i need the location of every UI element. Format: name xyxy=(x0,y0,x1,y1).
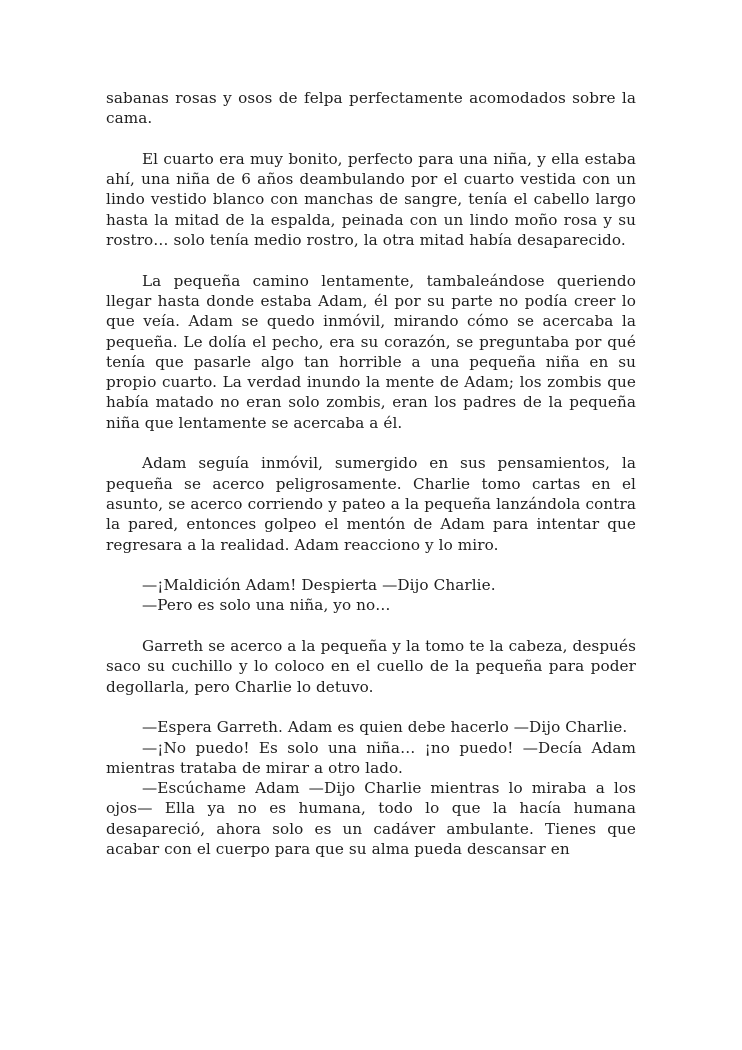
paragraph-4: Adam seguía inmóvil, sumergido en sus pensamientos, la pequeña se acerco peligrosamente. Charlie tomo cartas en el asunto, se acerco corriendo y pateo a la pequeña lanzándola contra la pared, entonces golpeo el mentón de Adam para intentar que regresara a la realidad. Adam reacciono y lo miro. xyxy=(106,454,636,554)
book-page xyxy=(106,88,636,859)
paragraph-5: Garreth se acerco a la pequeña y la tomo te la cabeza, después saco su cuchillo y lo coloco en el cuello de la pequeña para poder degollarla, pero Charlie lo detuvo. xyxy=(106,637,636,696)
dialogue-line: —Espera Garreth. Adam es quien debe hacerlo —Dijo Charlie. xyxy=(142,718,628,737)
dialogue-line: —¡Maldición Adam! Despierta —Dijo Charlie. xyxy=(142,576,496,595)
dialogue-block-2 xyxy=(106,717,636,859)
dialogue-line: —¡No puedo! Es solo una niña… ¡no puedo! —Decía Adam mientras trataba de mirar a otro lado. xyxy=(106,738,636,777)
dialogue-line: —Escúchame Adam —Dijo Charlie mientras lo miraba a los ojos— Ella ya no es humana, todo lo que la hacía humana desapareció, ahora solo es un cadáver ambulante. Tienes que acabar con el cuerpo para que su alma pueda descansar en xyxy=(106,779,636,858)
dialogue-line: —Pero es solo una niña, yo no… xyxy=(142,596,391,615)
dialogue-block-1 xyxy=(106,575,636,616)
paragraph-3: La pequeña camino lentamente, tambaleándose queriendo llegar hasta donde estaba Adam, él por su parte no podía creer lo que veía. Adam se quedo inmóvil, mirando cómo se acercaba la pequeña. Le dolía el pecho, era su corazón, se preguntaba por qué tenía que pasarle algo tan horrible a una pequeña niña en su propio cuarto. La verdad inundo la mente de Adam; los zombis que había matado no eran solo zombis, eran los padres de la pequeña niña que lentamente se acercaba a él. xyxy=(106,271,636,432)
paragraph-1: sabanas rosas y osos de felpa perfectamente acomodados sobre la cama. xyxy=(106,89,636,128)
paragraph-2: El cuarto era muy bonito, perfecto para una niña, y ella estaba ahí, una niña de 6 años deambulando por el cuarto vestida con un lindo vestido blanco con manchas de sangre, tenía el cabello largo hasta la mitad de la espalda, peinada con un lindo moño rosa y su rostro… solo tenía medio rostro, la otra mitad había desaparecido. xyxy=(106,149,636,250)
